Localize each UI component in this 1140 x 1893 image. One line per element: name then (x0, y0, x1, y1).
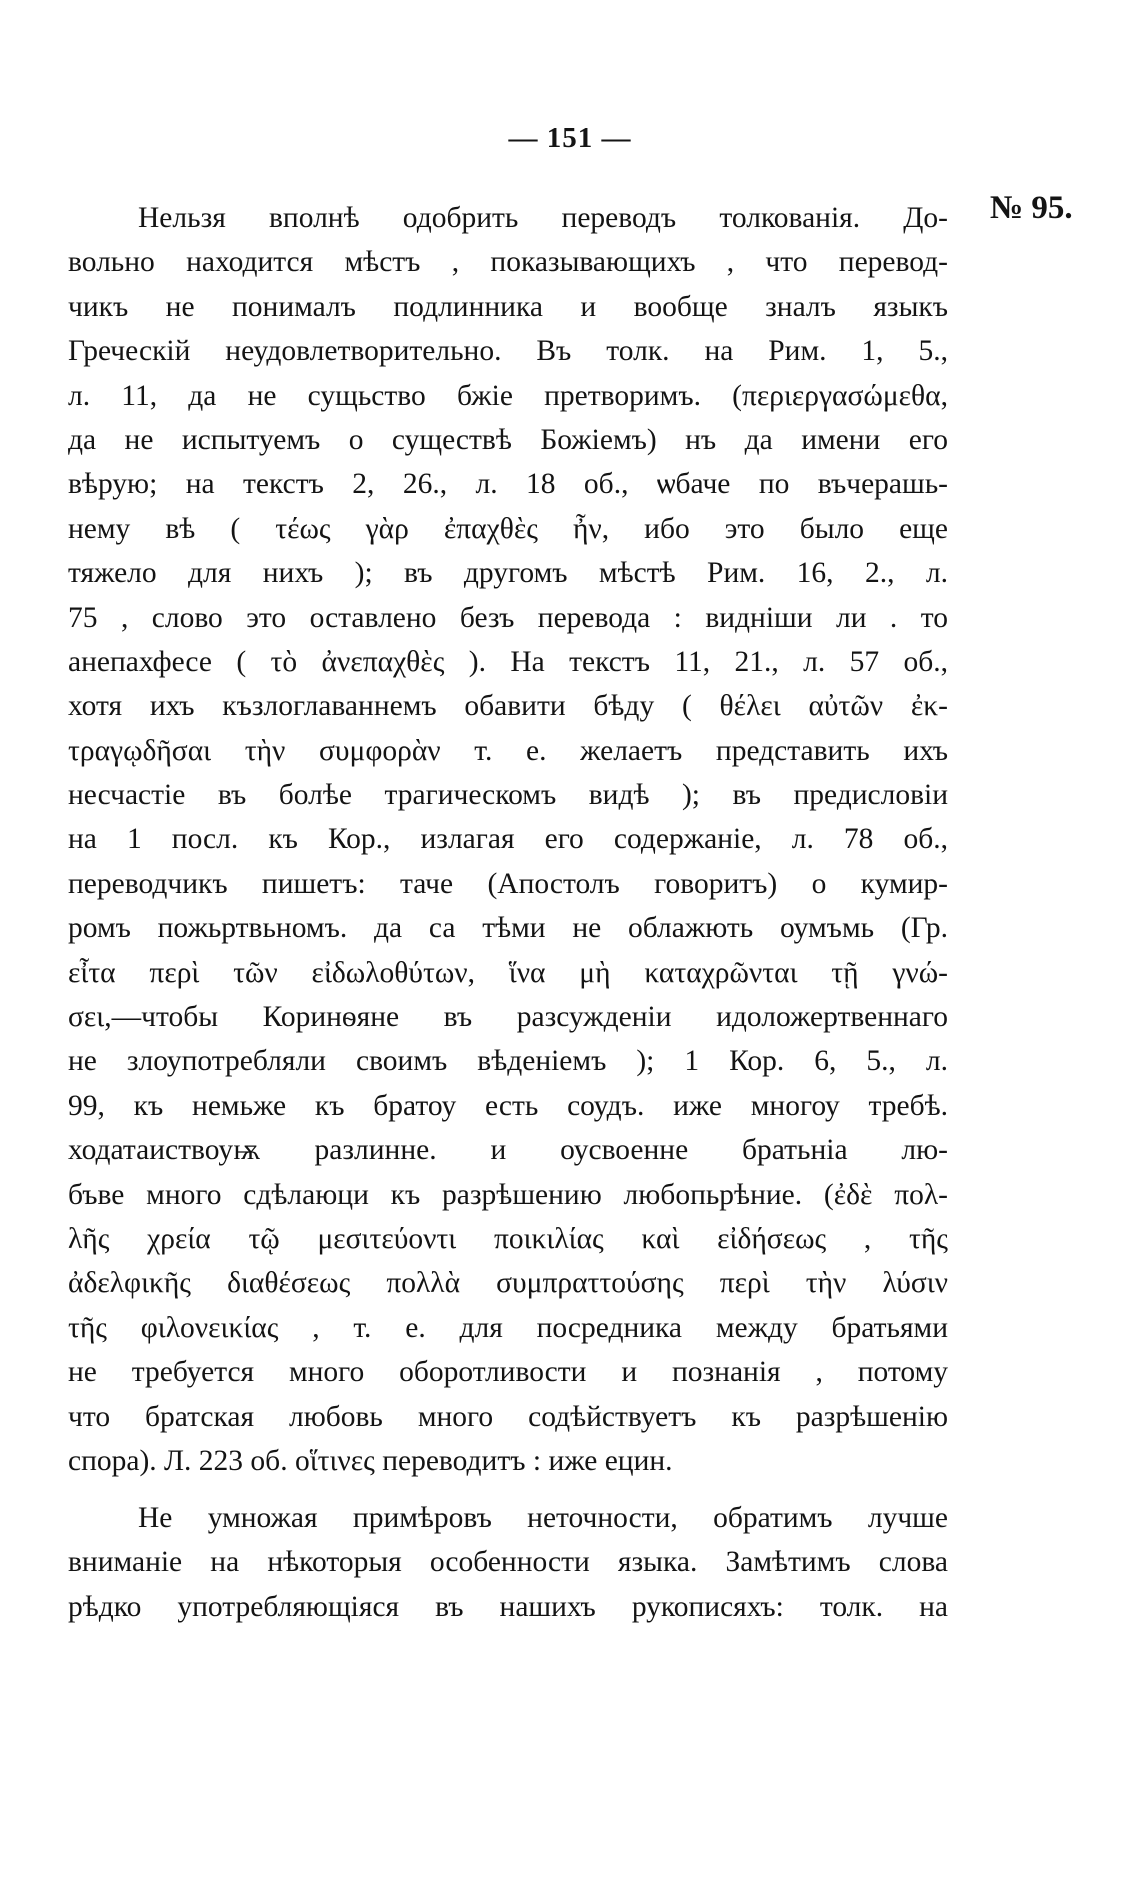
paragraph-1 (68, 196, 948, 1483)
paragraph-2 (68, 1496, 948, 1629)
text-line: вѣрую; на текстъ 2, 26., л. 18 об., ѡбаче по въчерашь- (68, 468, 948, 501)
text-line: на 1 посл. къ Кор., излагая его содержаніе, л. 78 об., (68, 823, 948, 856)
text-line: несчастіе въ болѣе трагическомъ видѣ ); въ предисловіи (68, 779, 948, 812)
text-line: чикъ не понималъ подлинника и вообще зналъ языкъ (68, 290, 948, 323)
text-line: анепахфесе ( τὸ ἀνεπαχθὲς ). На текстъ 11, 21., л. 57 об., (68, 645, 948, 678)
text-line: нему вѣ ( τέως γὰρ ἐπαχθὲς ἦν, ибо это было еще (68, 512, 948, 545)
text-line: ἀδελφικῆς διαθέσεως πολλὰ συμπραττούσης περὶ τὴν λύσιν (68, 1267, 948, 1300)
text-line: переводчикъ пишетъ: таче (Апостолъ говоритъ) о кумир- (68, 867, 948, 900)
text-line: вниманіе на нѣкоторыя особенности языка. Замѣтимъ слова (68, 1546, 948, 1579)
text-line: Нельзя вполнѣ одобрить переводъ толкованія. До- (138, 202, 948, 234)
page-number: — 151 — (508, 122, 632, 154)
text-line: Не умножая примѣровъ неточности, обратимъ лучше (138, 1502, 948, 1534)
text-line: 99, къ немьже къ братоу есть соудъ. иже многоу требѣ. (68, 1089, 948, 1122)
text-line: Греческій неудовлетворительно. Въ толк. на Рим. 1, 5., (68, 335, 948, 368)
text-line: тяжело для нихъ ); въ другомъ мѣстѣ Рим. 16, 2., л. (68, 557, 948, 590)
text-line: л. 11, да не сущьство бжіе претворимъ. (περιεργασώμεθα, (68, 379, 948, 412)
text-line: σει,—чтобы Коринѳяне въ разсужденіи идоложертвеннаго (68, 1001, 948, 1034)
text-line: λῆς χρεία τῷ μεσιτεύοντι ποικιλίας καὶ εἰδήσεως , τῆς (68, 1222, 948, 1255)
text-line: что братская любовь много содѣйствуетъ къ разрѣшенію (68, 1400, 948, 1433)
text-line: не злоупотребляли своимъ вѣденіемъ ); 1 Кор. 6, 5., л. (68, 1045, 948, 1078)
text-line: 75 , слово это оставлено безъ перевода : виднiши ли . то (68, 601, 948, 634)
text-line: ходатаиствоуѭ разлинне. и оусвоенне братьнiа лю- (68, 1134, 948, 1167)
text-line: ромъ пожьртвьномъ. да са тѣми не облажють оумъмь (Гр. (68, 912, 948, 945)
text-line: спора). Л. 223 об. οἵτινες переводитъ : иже ецин. (68, 1444, 673, 1477)
text-line: τῆς φιλονεικίας , т. е. для посредника между братьями (68, 1311, 948, 1344)
text-line: вольно находится мѣстъ , показывающихъ , что перевод- (68, 246, 948, 279)
text-line: рѣдко употребляющіяся въ нашихъ рукописяхъ: толк. на (68, 1590, 948, 1623)
text-line: τραγῳδῆσαι τὴν συμφορὰν т. е. желаетъ представить ихъ (68, 734, 948, 767)
text-line: хотя ихъ къзлоглаваннемъ обавити бѣду ( θέλει αὐτῶν ἐκ- (68, 690, 948, 723)
text-line: да не испытуемъ о существѣ Божіемъ) нъ да имени его (68, 423, 948, 456)
text-line: не требуется много оборотливости и познанія , потому (68, 1356, 948, 1389)
margin-note-number: № 95. (990, 190, 1073, 226)
text-line: бъве много сдѣлаюци къ разрѣшению любопьрѣние. (ἐδὲ πολ- (68, 1178, 948, 1211)
text-line: εἶτα περὶ τῶν εἰδωλοθύτων, ἵνα μὴ καταχρῶνται τῇ γνώ- (68, 956, 948, 989)
